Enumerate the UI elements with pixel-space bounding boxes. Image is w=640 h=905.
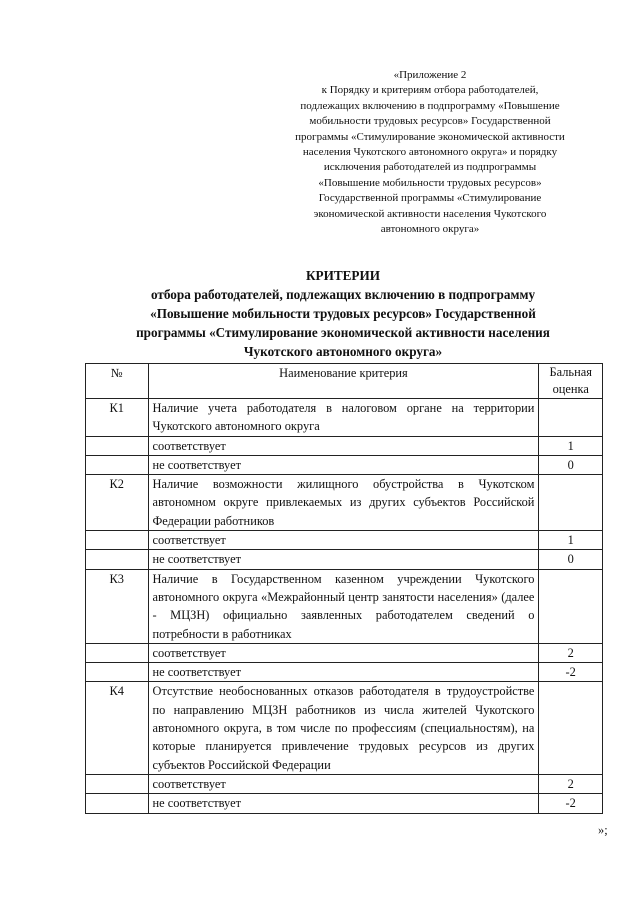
criterion-score-empty <box>539 682 603 774</box>
appendix-line: автономного округа» <box>380 223 480 236</box>
criterion-score-empty <box>539 569 603 643</box>
heading-line: «Повышение мобильности трудовых ресурсов» Государственной <box>150 306 536 321</box>
option-num-empty <box>86 550 149 569</box>
heading-line: отбора работодателей, подлежащих включению в подпрограмму <box>150 287 536 302</box>
option-label: не соответствует <box>148 794 539 813</box>
criterion-code: К1 <box>86 399 149 437</box>
heading-line: программы «Стимулирование экономической активности населения <box>136 325 550 340</box>
criterion-score-empty <box>539 399 603 437</box>
criterion-name: Наличие учета работодателя в налоговом органе на территории Чукотского автономного округа <box>148 399 539 437</box>
option-row <box>86 550 603 569</box>
option-row <box>86 774 603 793</box>
option-num-empty <box>86 643 149 662</box>
option-score: 0 <box>539 550 603 569</box>
option-score: 1 <box>539 531 603 550</box>
option-score: 2 <box>539 643 603 662</box>
header-score <box>539 364 603 399</box>
closing-quote-mark: »; <box>598 823 608 837</box>
option-label: не соответствует <box>148 663 539 682</box>
option-row <box>86 531 603 550</box>
appendix-line: программы «Стимулирование экономической активности <box>295 130 565 143</box>
option-label: не соответствует <box>148 455 539 474</box>
appendix-line: исключения работодателей из подпрограммы <box>323 161 537 174</box>
header-score-line: Бальная <box>549 365 592 379</box>
option-num-empty <box>86 436 149 455</box>
option-num-empty <box>86 531 149 550</box>
criterion-row <box>86 682 603 774</box>
option-num-empty <box>86 774 149 793</box>
option-row <box>86 643 603 662</box>
header-score-line: оценка <box>552 382 589 396</box>
header-num: № <box>86 364 149 399</box>
criterion-row <box>86 569 603 643</box>
appendix-line: «Приложение 2 <box>393 69 467 81</box>
option-row <box>86 663 603 682</box>
table-header-row <box>86 364 603 399</box>
criterion-code: К4 <box>86 682 149 774</box>
option-row <box>86 455 603 474</box>
appendix-line: населения Чукотского автономного округа» и порядку <box>302 146 558 159</box>
criterion-code: К3 <box>86 569 149 643</box>
option-score: 0 <box>539 455 603 474</box>
appendix-line: экономической активности населения Чукотского <box>313 207 547 220</box>
criterion-code: К2 <box>86 475 149 531</box>
appendix-line: Государственной программы «Стимулирование <box>318 192 542 205</box>
option-num-empty <box>86 794 149 813</box>
criterion-row <box>86 399 603 437</box>
option-score: 2 <box>539 774 603 793</box>
heading-line: Чукотского автономного округа» <box>243 344 443 359</box>
criterion-score-empty <box>539 475 603 531</box>
document-heading <box>84 266 602 361</box>
appendix-line: «Повышение мобильности трудовых ресурсов» <box>318 176 542 189</box>
option-num-empty <box>86 663 149 682</box>
appendix-line: мобильности трудовых ресурсов» Государственной <box>309 115 551 128</box>
criterion-name: Наличие в Государственном казенном учреждении Чукотского автономного округа «Межрайонный центр занятости населения» (далее - МЦЗН) официально заявленных работодателем сведений о потребности в работниках <box>148 569 539 643</box>
criteria-table <box>85 363 603 814</box>
criterion-row <box>86 475 603 531</box>
option-score: -2 <box>539 794 603 813</box>
option-label: соответствует <box>148 531 539 550</box>
appendix-line: подлежащих включению в подпрограмму «Повышение <box>300 99 560 112</box>
option-label: не соответствует <box>148 550 539 569</box>
header-name: Наименование критерия <box>148 364 539 399</box>
option-label: соответствует <box>148 774 539 793</box>
criterion-name: Отсутствие необоснованных отказов работодателя в трудоустройстве по направлению МЦЗН работников из числа жителей Чукотского автономного округа, в том числе по профессиям (специальностям), на которые планируется привлечение трудовых ресурсов из других субъектов Российской Федерации <box>148 682 539 774</box>
option-score: 1 <box>539 436 603 455</box>
option-label: соответствует <box>148 436 539 455</box>
appendix-line: к Порядку и критериям отбора работодателей, <box>321 84 539 97</box>
heading-title: КРИТЕРИИ <box>305 268 381 283</box>
option-row <box>86 436 603 455</box>
option-num-empty <box>86 455 149 474</box>
option-score: -2 <box>539 663 603 682</box>
option-row <box>86 794 603 813</box>
appendix-reference <box>262 68 598 237</box>
option-label: соответствует <box>148 643 539 662</box>
criterion-name: Наличие возможности жилищного обустройства в Чукотском автономном округе привлекаемых из других субъектов Российской Федерации работников <box>148 475 539 531</box>
